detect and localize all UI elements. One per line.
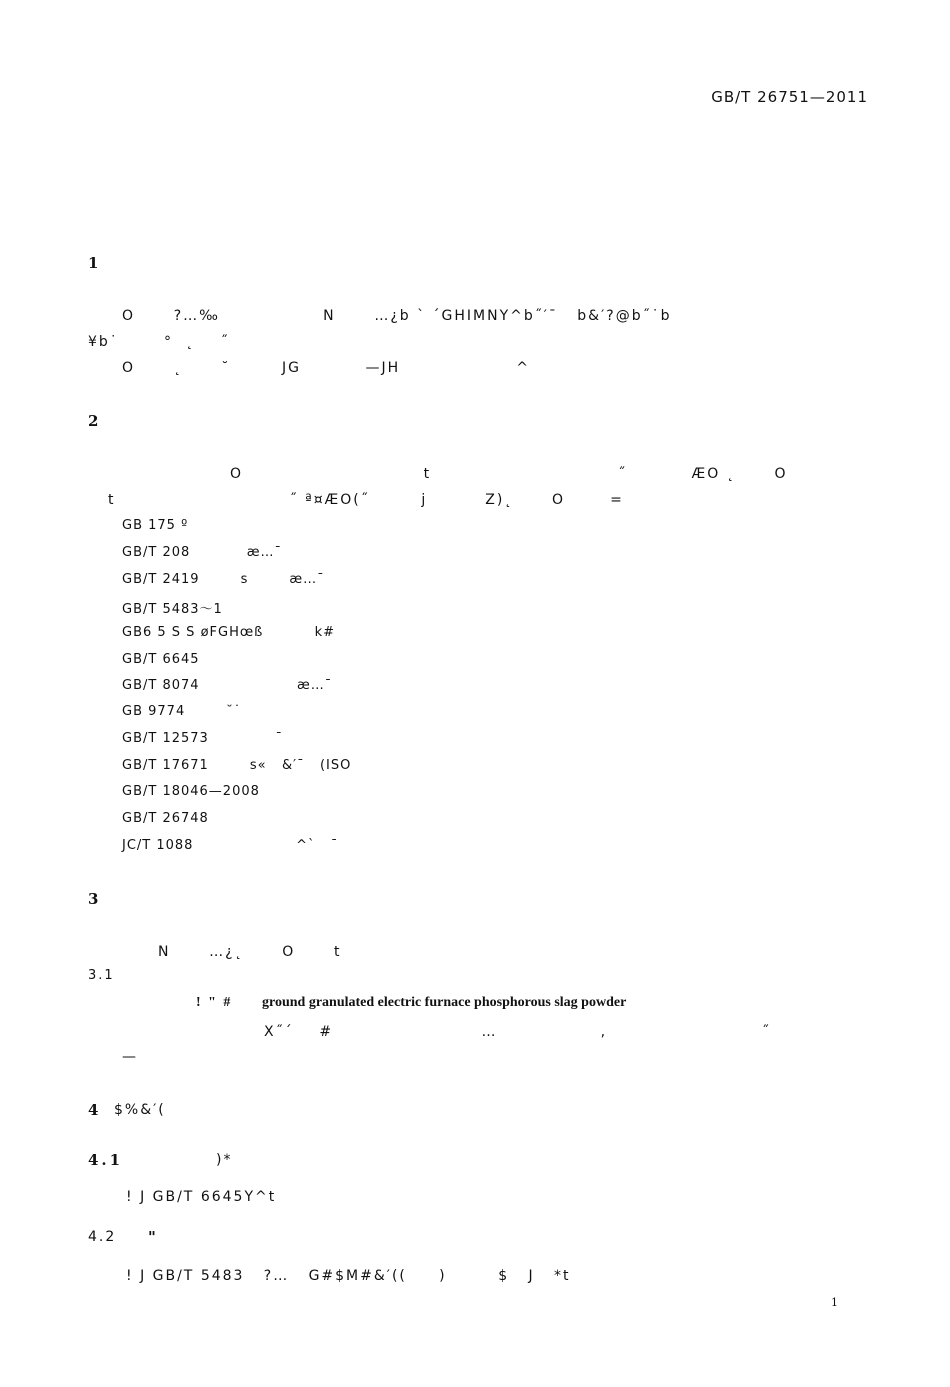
reference-item: GB/T 6645 [122, 652, 200, 667]
section-2-line-2: t ˝ ª¤ÆO(˝ j Z)˛ O = [108, 492, 624, 508]
section-1-line-3: O ˛ ˘ JG —JH ^ [122, 360, 530, 376]
reference-item: GB 9774 ˘˙ [122, 704, 242, 719]
section-4-number: 4 [88, 1101, 99, 1119]
reference-item: GB/T 208 æ…¯ [122, 545, 282, 560]
section-1-line-2: ¥b˙ ° ˛ ˝ [88, 334, 230, 350]
subclause-4-2-text: ! J GB/T 5483 ?… G#$M#&′(( ) $ J *t [126, 1268, 571, 1284]
section-4-title: $%&′( [114, 1102, 166, 1118]
subclause-4-2-title: " [148, 1228, 156, 1246]
section-3-number: 3 [88, 890, 99, 908]
reference-item: GB/T 18046—2008 [122, 784, 260, 799]
section-1-line-1: O ?…‰ N …¿b ` ´GHⅠMNY^b˝′¯ b&′?@b˝˙b [122, 308, 672, 324]
subclause-4-1-title: )* [216, 1152, 233, 1168]
reference-item: GB/T 2419 s æ…¯ [122, 572, 325, 587]
reference-item: JC/T 1088 ^` ¯ [122, 838, 339, 853]
term-prefix: ! " # [196, 995, 233, 1010]
term-english: ground granulated electric furnace phosphorous slag powder [262, 995, 627, 1010]
term-definition-line-2: — [122, 1049, 138, 1065]
reference-item: GB/T 12573 ¯ [122, 731, 284, 746]
section-2-line-1: O t ˝ ÆO ˛ O [230, 466, 788, 482]
page-number: 1 [831, 1296, 838, 1309]
section-1-number: 1 [88, 254, 99, 272]
section-3-intro: N …¿˛ O t [158, 944, 342, 960]
subclause-4-1-number: 4.1 [88, 1151, 124, 1169]
term-definition-line-1: X˝´ # … , ˝ [264, 1024, 771, 1040]
reference-item: GB/T 17671 s« &′¯ (ISO [122, 758, 352, 773]
subclause-4-2-number: 4.2 [88, 1229, 117, 1245]
reference-item: GB/T 26748 [122, 811, 209, 826]
subclause-4-1-text: ! J GB/T 6645Y^t [126, 1189, 277, 1205]
reference-item: GB/T 5483～1 [122, 602, 223, 617]
standard-number-header: GB/T 26751—2011 [711, 88, 868, 106]
section-2-number: 2 [88, 412, 99, 430]
reference-item: GB/T 8074 æ…¯ [122, 678, 333, 693]
reference-item: GB 175 º [122, 518, 189, 533]
subclause-3-1-number: 3.1 [88, 968, 115, 983]
reference-item: GB6 5 S S øFGHœß k# [122, 625, 336, 640]
